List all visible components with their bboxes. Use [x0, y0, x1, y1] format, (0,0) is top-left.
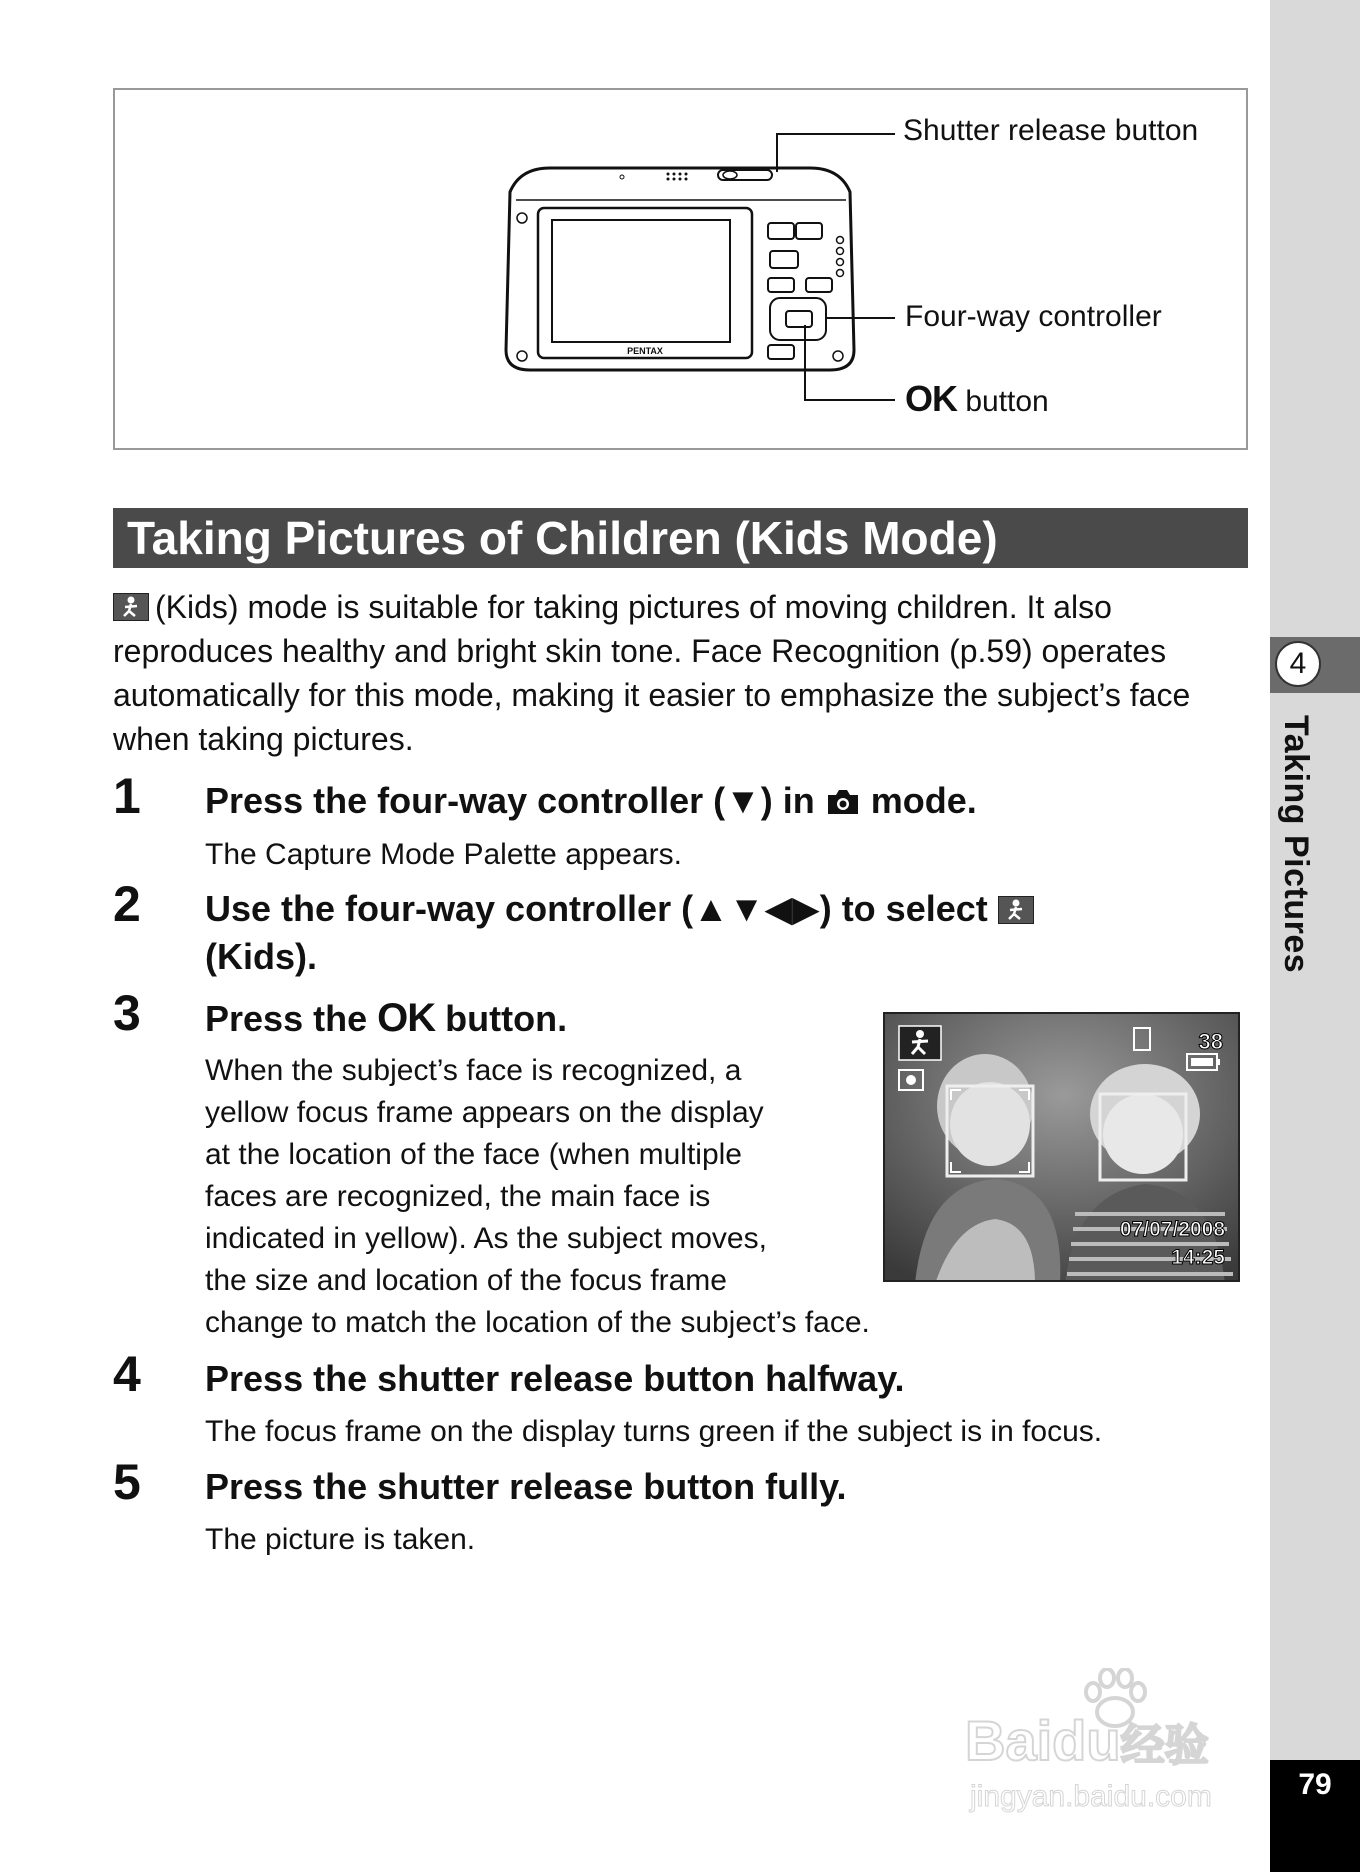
step-3-heading — [205, 994, 567, 1043]
step-5-number: 5 — [113, 1454, 141, 1510]
watermark-url: jingyan.baidu.com — [970, 1780, 1212, 1813]
step-2-heading — [205, 885, 1205, 981]
callout-lines — [0, 0, 1360, 460]
preview-photo — [885, 1014, 1240, 1282]
shutter-callout: Shutter release button — [903, 114, 1199, 147]
step-1-heading — [205, 777, 977, 829]
shots-remaining: 38 — [1198, 1029, 1223, 1054]
ok-callout — [905, 378, 1049, 420]
watermark-brand-2: du — [1052, 1709, 1121, 1772]
step-3-body-line: the size and location of the focus frame — [205, 1264, 727, 1297]
step-2-heading-b: (Kids). — [205, 936, 317, 977]
watermark — [965, 1668, 1275, 1828]
preview-time: 14:25 — [1171, 1246, 1225, 1269]
step-3-body-line: at the location of the face (when multiple — [205, 1138, 742, 1171]
watermark-brand: Bai — [965, 1709, 1053, 1772]
step-4-number: 4 — [113, 1346, 141, 1402]
ok-glyph: OK — [905, 378, 957, 419]
step-3-number: 3 — [113, 985, 141, 1041]
ok-callout-suffix: button — [957, 385, 1049, 418]
chapter-title: Taking Pictures — [1277, 715, 1315, 974]
step-3-body-line: When the subject’s face is recognized, a — [205, 1054, 742, 1087]
four-way-callout: Four-way controller — [905, 300, 1162, 333]
page-number: 79 — [1298, 1768, 1332, 1801]
step-3-body — [205, 1050, 870, 1344]
step-3-body-line: yellow focus frame appears on the display — [205, 1096, 764, 1129]
step-2-heading-a: Use the four-way controller (▲▼◀▶) to select — [205, 888, 988, 929]
step-3-heading-a: Press the — [205, 998, 368, 1039]
step-3-body-line: change to match the location of the subject’s face. — [205, 1306, 870, 1339]
kids-mode-icon — [998, 896, 1034, 924]
step-5-body: The picture is taken. — [205, 1523, 476, 1556]
step-4-body: The focus frame on the display turns green if the subject is in focus. — [205, 1415, 1103, 1448]
intro-paragraph — [113, 585, 1263, 761]
ok-glyph: OK — [377, 996, 436, 1040]
step-3-body-line: faces are recognized, the main face is — [205, 1180, 711, 1213]
step-3-body-line: indicated in yellow). As the subject moves, — [205, 1222, 767, 1255]
section-heading: Taking Pictures of Children (Kids Mode) — [113, 508, 1248, 568]
camera-mode-icon — [825, 781, 861, 829]
preview-date: 07/07/2008 — [1119, 1218, 1225, 1241]
kids-mode-preview — [883, 1012, 1240, 1282]
step-1-heading-b: mode. — [870, 780, 977, 821]
svg-text:PENTAX: PENTAX — [627, 346, 663, 356]
step-1-number: 1 — [113, 768, 141, 824]
step-4-heading: Press the shutter release button halfway. — [205, 1358, 905, 1399]
step-2-number: 2 — [113, 876, 141, 932]
step-1-heading-a: Press the four-way controller (▼) in — [205, 780, 815, 821]
step-5-heading: Press the shutter release button fully. — [205, 1466, 847, 1507]
kids-mode-icon — [113, 593, 149, 621]
step-1-body: The Capture Mode Palette appears. — [205, 838, 682, 871]
chapter-number: 4 — [1275, 641, 1321, 687]
intro-text: (Kids) mode is suitable for taking pictures of moving children. It also reproduces healthy and bright skin tone. Face Recognition (p.59) operates automatically for this mode, making it easier to emphasize the subject’s face when taking pictures. — [113, 589, 1191, 757]
step-3-heading-b: button. — [445, 998, 568, 1039]
watermark-cn: 经验 — [1120, 1721, 1209, 1770]
